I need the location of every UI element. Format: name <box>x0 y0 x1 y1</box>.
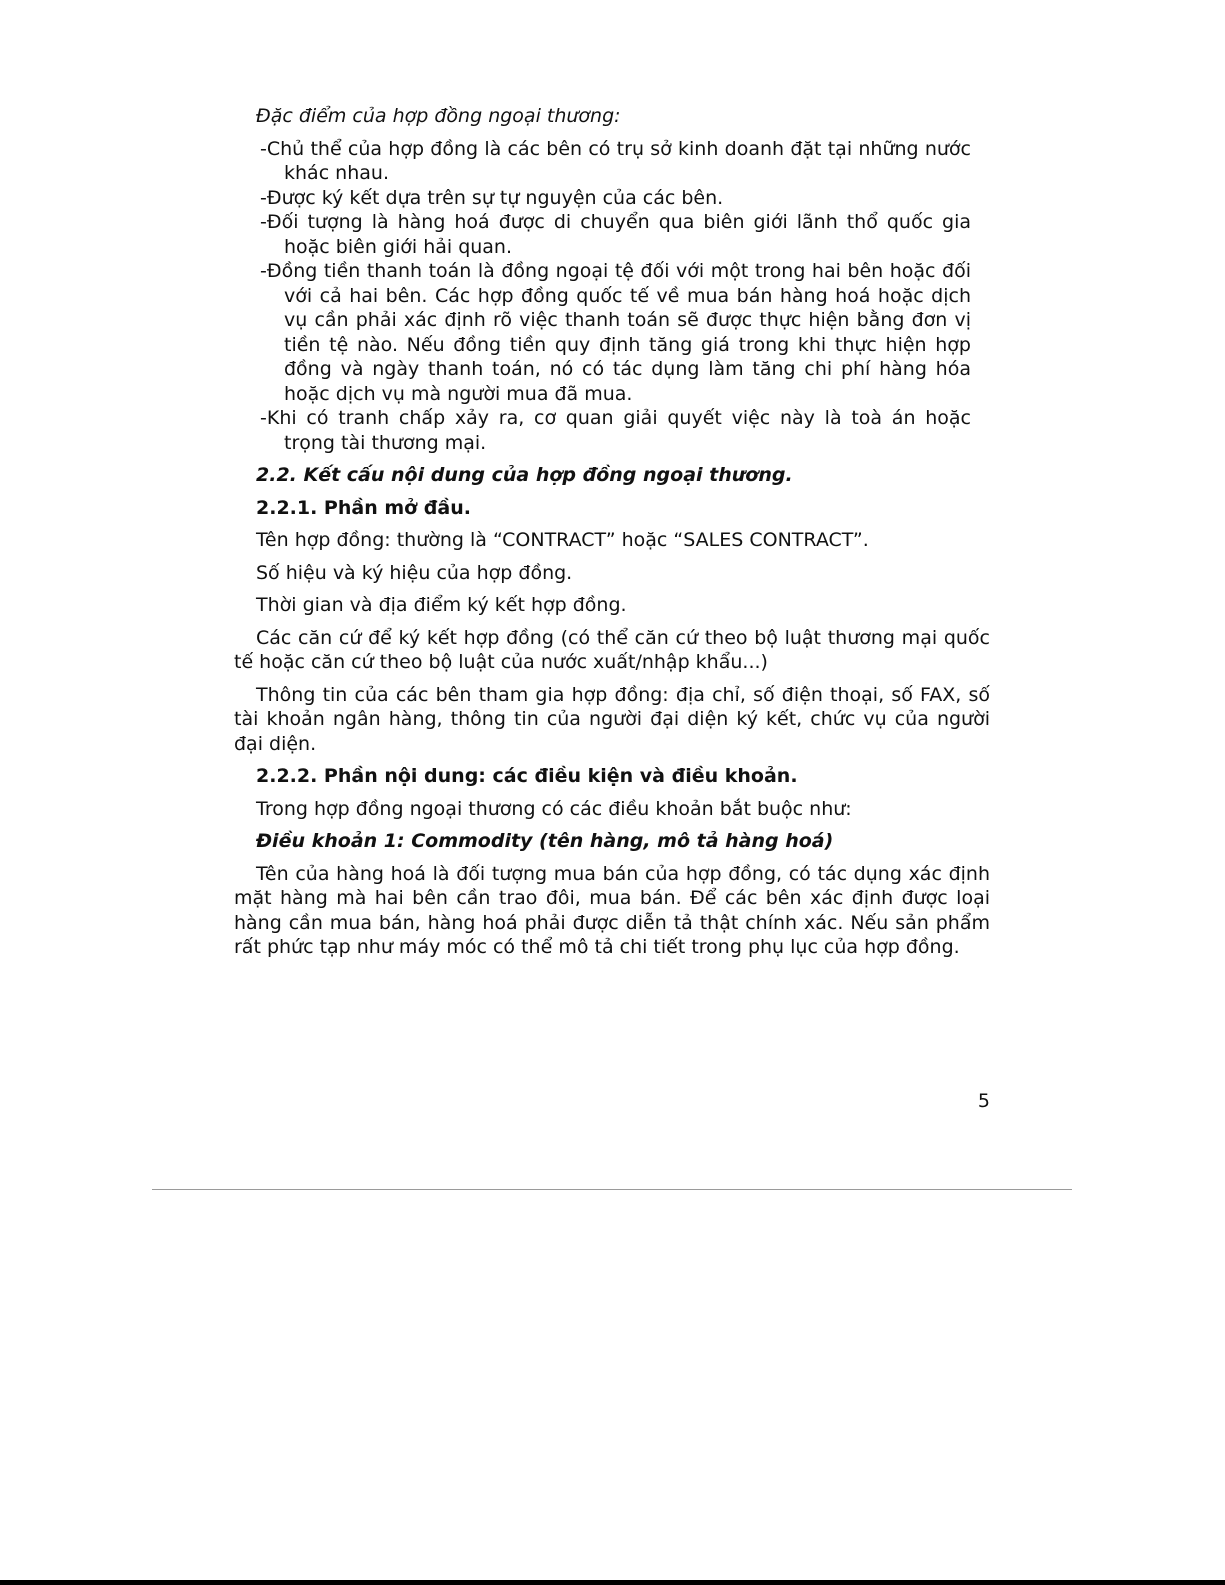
list-item: -Khi có tranh chấp xảy ra, cơ quan giải quyết việc này là toà án hoặc trọng tài thương mại. <box>260 407 971 454</box>
clause-1-heading: Điều khoản 1: Commodity (tên hàng, mô tả hàng hoá) <box>256 830 834 852</box>
page-divider <box>152 1189 1072 1190</box>
document-page-body <box>234 104 990 968</box>
list-item: -Đồng tiền thanh toán là đồng ngoại tệ đối với một trong hai bên hoặc đối với cả hai bên. Các hợp đồng quốc tế về mua bán hàng hoá hoặc dịch vụ cần phải xác định rõ việc thanh toán sẽ được thực hiện bằng đơn vị tiền tệ nào. Nếu đồng tiền quy định tăng giá trong khi thực hiện hợp đồng và ngày thanh toán, nó có tác dụng làm tăng chi phí hàng hóa hoặc dịch vụ mà người mua đã mua. <box>260 260 971 405</box>
opening-paragraph: Các căn cứ để ký kết hợp đồng (có thể căn cứ theo bộ luật thương mại quốc tế hoặc căn cứ theo bộ luật của nước xuất/nhập khẩu...) <box>234 626 990 673</box>
opening-paragraph: Thông tin của các bên tham gia hợp đồng: địa chỉ, số điện thoại, số FAX, số tài khoản ngân hàng, thông tin của người đại diện ký kết, chức vụ của người đại diện. <box>234 683 990 755</box>
characteristics-heading: Đặc điểm của hợp đồng ngoại thương: <box>256 105 621 127</box>
section-2-2-2-heading: 2.2.2. Phần nội dung: các điều kiện và điều khoản. <box>256 765 798 787</box>
section-2-2-heading: 2.2. Kết cấu nội dung của hợp đồng ngoại thương. <box>256 464 793 486</box>
section-2-2-1-heading: 2.2.1. Phần mở đầu. <box>256 496 471 519</box>
opening-paragraph: Số hiệu và ký hiệu của hợp đồng. <box>256 561 573 584</box>
clause-1-paragraph: Tên của hàng hoá là đối tượng mua bán của hợp đồng, có tác dụng xác định mặt hàng mà hai bên cần trao đôi, mua bán. Để các bên xác định được loại hàng cần mua bán, hàng hoá phải được diễn tả thật chính xác. Nếu sản phẩm rất phức tạp như máy móc có thể mô tả chi tiết trong phụ lục của hợp đồng. <box>234 862 990 958</box>
characteristics-list <box>234 137 990 456</box>
opening-paragraph: Tên hợp đồng: thường là “CONTRACT” hoặc “SALES CONTRACT”. <box>256 529 869 551</box>
list-item: -Đối tượng là hàng hoá được di chuyển qua biên giới lãnh thổ quốc gia hoặc biên giới hải quan. <box>260 211 971 258</box>
section-2-2-2-intro: Trong hợp đồng ngoại thương có các điều khoản bắt buộc như: <box>256 797 852 820</box>
list-item: -Được ký kết dựa trên sự tự nguyện của các bên. <box>260 186 724 209</box>
opening-paragraph: Thời gian và địa điểm ký kết hợp đồng. <box>256 594 627 616</box>
bottom-edge-bar <box>0 1580 1225 1585</box>
page-number: 5 <box>977 1090 990 1112</box>
list-item: -Chủ thể của hợp đồng là các bên có trụ sở kinh doanh đặt tại những nước khác nhau. <box>260 137 971 184</box>
